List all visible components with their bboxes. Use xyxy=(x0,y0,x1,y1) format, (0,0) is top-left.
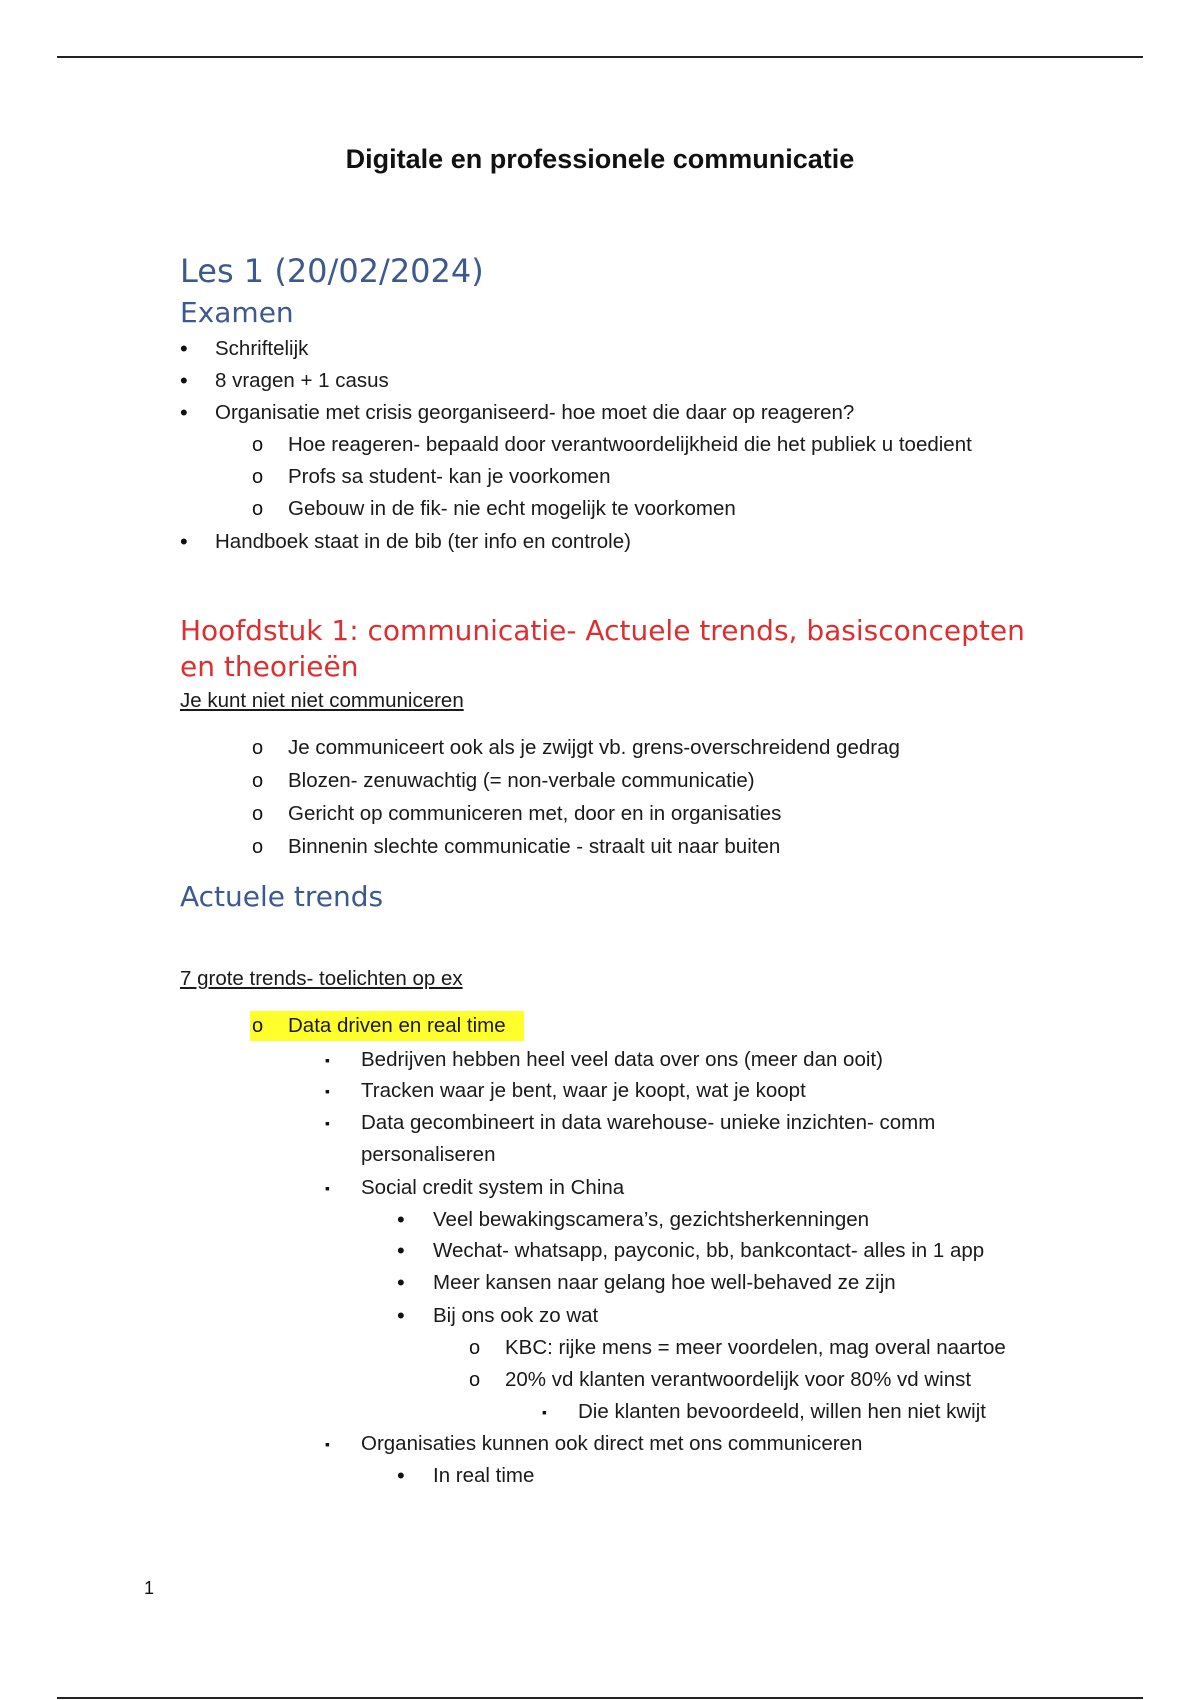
list-item-continuation: personaliseren xyxy=(361,1143,496,1166)
circle-marker: o xyxy=(252,498,264,520)
document-title: Digitale en professionele communicatie xyxy=(345,144,855,174)
page-number: 1 xyxy=(144,1578,155,1598)
bullet-marker: • xyxy=(180,368,188,393)
square-marker: ▪ xyxy=(325,1180,330,1196)
chapter-subheading: Je kunt niet niet communiceren xyxy=(180,689,464,712)
square-marker: ▪ xyxy=(325,1083,330,1099)
square-marker: ▪ xyxy=(325,1115,330,1131)
circle-marker: o xyxy=(469,1337,481,1359)
exam-heading: Examen xyxy=(180,296,294,329)
bullet-marker: • xyxy=(180,529,188,554)
bullet-marker: • xyxy=(397,1303,405,1328)
bullet-marker: • xyxy=(397,1207,405,1232)
header-rule xyxy=(57,56,1143,58)
trends-subheading: 7 grote trends- toelichten op ex xyxy=(180,967,463,990)
circle-marker: o xyxy=(252,770,264,792)
bullet-marker: • xyxy=(397,1270,405,1295)
chapter-heading-line2: en theorieën xyxy=(180,650,359,683)
square-marker: ▪ xyxy=(325,1052,330,1068)
circle-marker: o xyxy=(252,836,264,858)
circle-marker: o xyxy=(469,1369,481,1391)
footer-rule xyxy=(57,1697,1143,1699)
circle-marker: o xyxy=(252,1015,264,1037)
chapter-heading-line1: Hoofdstuk 1: communicatie- Actuele trends, basisconcepten xyxy=(180,614,1025,647)
bullet-marker: • xyxy=(180,336,188,361)
circle-marker: o xyxy=(252,803,264,825)
bullet-marker: • xyxy=(397,1238,405,1263)
trends-heading: Actuele trends xyxy=(180,880,384,913)
square-marker: ▪ xyxy=(542,1404,547,1420)
square-marker: ▪ xyxy=(325,1436,330,1452)
bullet-marker: • xyxy=(397,1463,405,1488)
bullet-marker: • xyxy=(180,400,188,425)
circle-marker: o xyxy=(252,434,264,456)
circle-marker: o xyxy=(252,466,264,488)
circle-marker: o xyxy=(252,737,264,759)
lesson-heading: Les 1 (20/02/2024) xyxy=(180,252,484,290)
